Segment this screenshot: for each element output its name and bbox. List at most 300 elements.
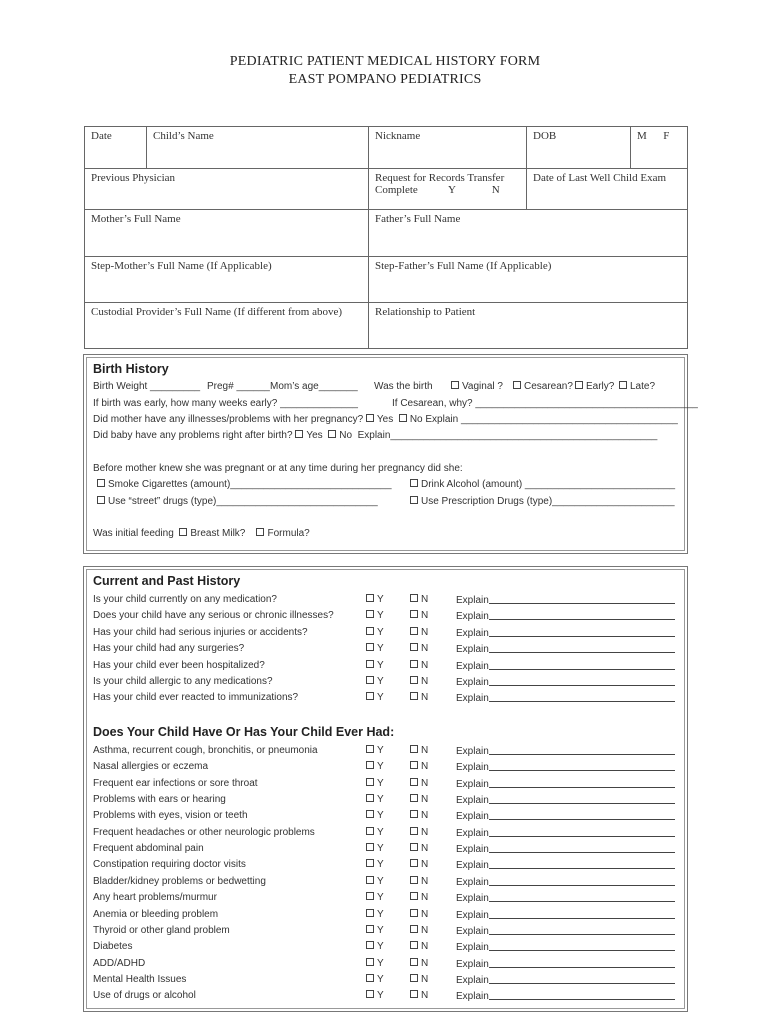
prescription-field[interactable]: Use Prescription Drugs (type)______________________ [421, 496, 675, 507]
yes-option[interactable] [366, 958, 384, 969]
yes-label: Y [377, 794, 384, 806]
patient-info-table [84, 126, 688, 349]
yes-option[interactable] [366, 925, 384, 936]
explain-label: Explain [456, 627, 489, 639]
yes-checkbox[interactable] [366, 876, 374, 884]
initial-feeding-question [93, 528, 310, 539]
prescription-option[interactable] [410, 496, 675, 507]
explain-label: Explain [456, 909, 489, 921]
no-checkbox[interactable] [410, 660, 418, 668]
condition-label: Any heart problems/murmur [93, 892, 217, 904]
early-option[interactable] [575, 381, 614, 392]
yes-option[interactable] [366, 843, 384, 854]
breast-milk-label: Breast Milk? [190, 528, 246, 539]
no-checkbox[interactable] [410, 925, 418, 933]
cesarean-label: Cesarean? [524, 381, 573, 392]
smoke-option[interactable] [97, 479, 392, 490]
alcohol-checkbox[interactable] [410, 479, 418, 487]
yes-checkbox[interactable] [366, 827, 374, 835]
yes-checkbox[interactable] [366, 892, 374, 900]
explain-field[interactable] [456, 745, 675, 757]
explain-field[interactable] [456, 627, 675, 639]
stepmother-name-field[interactable] [85, 257, 369, 303]
no-label: N [421, 692, 429, 704]
yes-label: Y [377, 626, 384, 638]
yes-checkbox[interactable] [366, 745, 374, 753]
yes-checkbox[interactable] [366, 778, 374, 786]
explain-field[interactable] [456, 676, 675, 688]
nickname-field[interactable] [369, 127, 527, 169]
street-drugs-field[interactable]: Use “street” drugs (type)_____________________________ [108, 496, 378, 507]
explain-field[interactable] [456, 859, 675, 871]
explain-label: Explain [456, 942, 489, 954]
no-option[interactable] [410, 827, 428, 838]
explain-line[interactable] [489, 778, 675, 788]
initial-feeding-label: Was initial feeding [93, 528, 174, 539]
yes-option[interactable] [366, 627, 384, 638]
no-label: N [421, 594, 429, 605]
yes-label: Y [377, 924, 384, 936]
explain-line[interactable] [489, 925, 675, 935]
no-option[interactable] [410, 761, 428, 772]
birth-history-title: Birth History [93, 362, 169, 376]
conditions-subtitle: Does Your Child Have Or Has Your Child Ever Had: [93, 725, 395, 739]
no-option[interactable] [410, 892, 428, 903]
stepfather-name-label: Step-Father’s Full Name (If Applicable) [375, 260, 552, 272]
no-option[interactable] [410, 810, 428, 821]
yes-label: Y [377, 745, 384, 756]
explain-line[interactable] [489, 941, 675, 951]
yes-label: Y [377, 941, 384, 953]
condition-label: Diabetes [93, 941, 133, 953]
no-option[interactable] [410, 676, 428, 687]
baby-problems-no-label: No [339, 430, 353, 441]
explain-label: Explain [456, 746, 489, 757]
baby-problems-yes-label: Yes [306, 430, 323, 441]
no-checkbox[interactable] [410, 990, 418, 998]
no-option[interactable] [410, 660, 428, 671]
no-option[interactable] [410, 990, 428, 1001]
no-option[interactable] [410, 843, 428, 854]
no-checkbox[interactable] [410, 627, 418, 635]
late-checkbox[interactable] [619, 381, 627, 389]
no-label: N [421, 777, 429, 789]
dob-label: DOB [533, 130, 557, 142]
explain-label: Explain [456, 762, 489, 774]
vaginal-option[interactable] [451, 381, 503, 392]
explain-label: Explain [456, 595, 489, 606]
explain-label: Explain [456, 876, 489, 888]
yes-option[interactable] [366, 876, 384, 887]
no-checkbox[interactable] [410, 909, 418, 917]
yes-option[interactable] [366, 810, 384, 821]
yes-label: Y [377, 594, 384, 605]
yes-option[interactable] [366, 974, 384, 985]
yes-option[interactable] [366, 692, 384, 703]
yes-label: Y [377, 843, 384, 855]
records-transfer-field[interactable] [369, 169, 527, 210]
no-checkbox[interactable] [410, 876, 418, 884]
no-option[interactable] [410, 643, 428, 654]
current-past-title: Current and Past History [93, 574, 241, 588]
yes-checkbox[interactable] [366, 974, 374, 982]
yes-option[interactable] [366, 990, 384, 1001]
no-checkbox[interactable] [410, 810, 418, 818]
mother-illness-label: Did mother have any illnesses/problems with her pregnancy? [93, 414, 364, 425]
explain-field[interactable] [456, 692, 675, 704]
mother-illness-question [93, 414, 678, 425]
yes-checkbox[interactable] [366, 909, 374, 917]
yes-option[interactable] [366, 909, 384, 920]
custodial-name-label: Custodial Provider’s Full Name (If different from above) [91, 306, 343, 318]
early-checkbox[interactable] [575, 381, 583, 389]
explain-label: Explain [456, 644, 489, 656]
no-checkbox[interactable] [410, 794, 418, 802]
smoke-checkbox[interactable] [97, 479, 105, 487]
explain-field[interactable] [456, 594, 675, 606]
no-label: N [421, 924, 429, 936]
yes-label: Y [377, 892, 384, 904]
baby-problems-explain-field[interactable]: Explain________________________________________________ [357, 430, 658, 441]
no-option[interactable] [410, 974, 428, 985]
yes-checkbox[interactable] [366, 958, 374, 966]
explain-line[interactable] [489, 958, 675, 968]
explain-label: Explain [456, 844, 489, 856]
explain-label: Explain [456, 811, 489, 823]
history-question-label: Is your child currently on any medication? [93, 594, 277, 605]
no-checkbox[interactable] [410, 594, 418, 602]
sex-field[interactable] [631, 127, 688, 169]
last-well-child-field[interactable] [527, 169, 688, 210]
no-checkbox[interactable] [410, 892, 418, 900]
yes-checkbox[interactable] [366, 594, 374, 602]
explain-field[interactable] [456, 778, 675, 790]
condition-label: Asthma, recurrent cough, bronchitis, or pneumonia [93, 745, 318, 756]
yes-label: Y [377, 643, 384, 655]
prescription-checkbox[interactable] [410, 496, 418, 504]
yes-option[interactable] [366, 761, 384, 772]
weeks-early-field[interactable]: If birth was early, how many weeks early? ______________ [93, 398, 358, 409]
yes-label: Y [377, 957, 384, 969]
explain-field[interactable] [456, 827, 675, 839]
childs-name-field[interactable] [147, 127, 369, 169]
explain-field[interactable] [456, 990, 675, 1002]
no-checkbox[interactable] [410, 778, 418, 786]
explain-line[interactable] [489, 974, 675, 984]
no-label: N [421, 643, 429, 655]
cesarean-why-field[interactable]: If Cesarean, why? ________________________________________ [392, 398, 698, 409]
explain-field[interactable] [456, 761, 675, 773]
explain-field[interactable] [456, 660, 675, 672]
condition-label: Frequent ear infections or sore throat [93, 777, 258, 789]
explain-line[interactable] [489, 610, 675, 620]
no-option[interactable] [410, 627, 428, 638]
no-label: N [421, 626, 429, 638]
yes-label: Y [377, 761, 384, 773]
no-option[interactable] [410, 909, 428, 920]
yes-option[interactable] [366, 643, 384, 654]
yes-option[interactable] [366, 610, 384, 621]
fathers-name-field[interactable] [369, 210, 688, 257]
explain-line[interactable] [489, 692, 675, 702]
explain-line[interactable] [489, 643, 675, 653]
explain-label: Explain [456, 991, 489, 1003]
explain-label: Explain [456, 778, 489, 790]
explain-line[interactable] [489, 810, 675, 820]
yes-label: Y [377, 859, 384, 871]
no-option[interactable] [410, 941, 428, 952]
history-question-label: Has your child ever been hospitalized? [93, 659, 265, 671]
moms-age-field[interactable]: Mom’s age_______ [270, 381, 358, 392]
no-option[interactable] [410, 958, 428, 969]
condition-label: Frequent abdominal pain [93, 843, 204, 855]
yes-checkbox[interactable] [366, 627, 374, 635]
smoke-field[interactable]: Smoke Cigarettes (amount)_____________________________ [108, 479, 392, 490]
baby-problems-yes-checkbox[interactable] [295, 430, 303, 438]
explain-line[interactable] [489, 660, 675, 670]
mother-illness-yes-label: Yes [376, 414, 394, 425]
no-checkbox[interactable] [410, 745, 418, 753]
explain-label: Explain [456, 925, 489, 937]
yes-option[interactable] [366, 892, 384, 903]
explain-line[interactable] [489, 909, 675, 919]
history-question-label: Has your child had any surgeries? [93, 643, 245, 655]
condition-label: Problems with ears or hearing [93, 794, 226, 806]
no-label: N [421, 908, 429, 920]
history-question-label: Has your child ever reacted to immunizations? [93, 692, 299, 704]
street-drugs-checkbox[interactable] [97, 496, 105, 504]
no-option[interactable] [410, 778, 428, 789]
explain-line[interactable] [489, 843, 675, 853]
yes-checkbox[interactable] [366, 859, 374, 867]
no-checkbox[interactable] [410, 610, 418, 618]
no-label: N [421, 843, 429, 855]
condition-label: Use of drugs or alcohol [93, 990, 196, 1002]
explain-line[interactable] [489, 990, 675, 1000]
records-n-option[interactable]: N [491, 184, 500, 196]
baby-problems-no-checkbox[interactable] [328, 430, 336, 438]
history-question-label: Does your child have any serious or chronic illnesses? [93, 610, 334, 622]
no-label: N [421, 941, 429, 953]
no-option[interactable] [410, 859, 428, 870]
yes-label: Y [377, 973, 384, 985]
no-option[interactable] [410, 610, 428, 621]
form-title: PEDIATRIC PATIENT MEDICAL HISTORY FORM [229, 54, 541, 69]
yes-option[interactable] [366, 660, 384, 671]
yes-checkbox[interactable] [366, 810, 374, 818]
vaginal-label: Vaginal ? [462, 381, 503, 392]
explain-label: Explain [456, 677, 489, 688]
yes-label: Y [377, 777, 384, 789]
no-checkbox[interactable] [410, 827, 418, 835]
explain-label: Explain [456, 660, 489, 672]
explain-label: Explain [456, 795, 489, 807]
explain-label: Explain [456, 974, 489, 986]
yes-checkbox[interactable] [366, 941, 374, 949]
yes-checkbox[interactable] [366, 676, 374, 684]
no-label: N [421, 676, 429, 687]
yes-checkbox[interactable] [366, 692, 374, 700]
history-question-label: Has your child had serious injuries or accidents? [93, 626, 308, 638]
explain-field[interactable] [456, 892, 675, 904]
no-option[interactable] [410, 794, 428, 805]
explain-field[interactable] [456, 810, 675, 822]
no-label: N [421, 761, 429, 773]
yes-checkbox[interactable] [366, 794, 374, 802]
explain-label: Explain [456, 860, 489, 872]
no-checkbox[interactable] [410, 843, 418, 851]
no-label: N [421, 990, 429, 1002]
sex-m-label: M [637, 130, 647, 142]
yes-checkbox[interactable] [366, 843, 374, 851]
no-label: N [421, 826, 429, 838]
baby-problems-question [93, 430, 657, 441]
yes-option[interactable] [366, 859, 384, 870]
explain-line[interactable] [489, 676, 675, 686]
no-option[interactable] [410, 692, 428, 703]
street-drugs-option[interactable] [97, 496, 378, 507]
before-pregnant-label: Before mother knew she was pregnant or at any time during her pregnancy did she: [93, 463, 463, 474]
yes-option[interactable] [366, 794, 384, 805]
birth-weight-field[interactable]: Birth Weight _________ [93, 381, 201, 392]
explain-field[interactable] [456, 876, 675, 888]
yes-label: Y [377, 676, 384, 687]
no-checkbox[interactable] [410, 643, 418, 651]
explain-line[interactable] [489, 761, 675, 771]
last-well-child-label: Date of Last Well Child Exam [533, 172, 667, 184]
yes-checkbox[interactable] [366, 925, 374, 933]
explain-field[interactable] [456, 610, 675, 622]
no-label: N [421, 859, 429, 871]
explain-field[interactable] [456, 909, 675, 921]
no-checkbox[interactable] [410, 958, 418, 966]
yes-checkbox[interactable] [366, 610, 374, 618]
yes-option[interactable] [366, 676, 384, 687]
explain-line[interactable] [489, 627, 675, 637]
no-option[interactable] [410, 745, 428, 756]
yes-checkbox[interactable] [366, 990, 374, 998]
yes-label: Y [377, 659, 384, 671]
records-y-option[interactable]: Y [448, 184, 456, 196]
alcohol-option[interactable] [410, 479, 675, 490]
custodial-name-field[interactable] [85, 303, 369, 349]
explain-field[interactable] [456, 958, 675, 970]
cesarean-option[interactable] [513, 381, 573, 392]
yes-option[interactable] [366, 745, 384, 756]
date-field[interactable] [85, 127, 147, 169]
yes-option[interactable] [366, 941, 384, 952]
records-complete-label: Complete [375, 184, 418, 196]
late-label: Late? [630, 381, 656, 392]
preg-number-field[interactable]: Preg# ______ [207, 381, 270, 392]
alcohol-field[interactable]: Drink Alcohol (amount) ___________________________ [421, 479, 676, 490]
no-label: N [421, 810, 429, 822]
no-label: N [421, 957, 429, 969]
yes-checkbox[interactable] [366, 643, 374, 651]
condition-label: Anemia or bleeding problem [93, 908, 219, 920]
sex-f-label: F [663, 130, 670, 142]
explain-label: Explain [456, 611, 489, 623]
no-checkbox[interactable] [410, 859, 418, 867]
no-option[interactable] [410, 876, 428, 887]
explain-label: Explain [456, 827, 489, 839]
records-transfer-label: Request for Records Transfer [375, 172, 505, 184]
explain-label: Explain [456, 693, 489, 705]
mother-illness-yes-checkbox[interactable] [366, 414, 374, 422]
childs-name-label: Child’s Name [153, 130, 214, 142]
no-label: N [421, 973, 429, 985]
relationship-field[interactable] [369, 303, 688, 349]
early-label: Early? [586, 381, 615, 392]
no-checkbox[interactable] [410, 692, 418, 700]
yes-option[interactable] [366, 827, 384, 838]
late-option[interactable] [619, 381, 655, 392]
no-label: N [421, 745, 429, 756]
no-checkbox[interactable] [410, 676, 418, 684]
stepfather-name-field[interactable] [369, 257, 688, 303]
condition-label: Constipation requiring doctor visits [93, 859, 246, 871]
no-option[interactable] [410, 925, 428, 936]
condition-label: ADD/ADHD [93, 957, 146, 969]
explain-field[interactable] [456, 643, 675, 655]
no-label: N [421, 875, 429, 887]
yes-label: Y [377, 810, 384, 822]
yes-label: Y [377, 610, 384, 622]
yes-option[interactable] [366, 778, 384, 789]
formula-checkbox[interactable] [256, 528, 264, 536]
relationship-label: Relationship to Patient [375, 306, 476, 318]
formula-label: Formula? [267, 528, 310, 539]
explain-field[interactable] [456, 794, 675, 806]
dob-field[interactable] [527, 127, 631, 169]
explain-field[interactable] [456, 843, 675, 855]
explain-line[interactable] [489, 745, 675, 755]
no-checkbox[interactable] [410, 974, 418, 982]
no-checkbox[interactable] [410, 941, 418, 949]
explain-line[interactable] [489, 794, 675, 804]
explain-line[interactable] [489, 892, 675, 902]
explain-field[interactable] [456, 974, 675, 986]
yes-label: Y [377, 692, 384, 704]
condition-label: Mental Health Issues [93, 973, 187, 985]
yes-checkbox[interactable] [366, 660, 374, 668]
no-option[interactable] [410, 594, 428, 605]
previous-physician-label: Previous Physician [91, 172, 176, 184]
explain-field[interactable] [456, 925, 675, 937]
was-birth-label: Was the birth [374, 381, 433, 392]
explain-line[interactable] [489, 827, 675, 837]
mothers-name-field[interactable] [85, 210, 369, 257]
no-label: N [421, 659, 429, 671]
explain-field[interactable] [456, 941, 675, 953]
mothers-name-label: Mother’s Full Name [91, 213, 181, 225]
breast-milk-checkbox[interactable] [179, 528, 187, 536]
explain-line[interactable] [489, 876, 675, 886]
vaginal-checkbox[interactable] [451, 381, 459, 389]
explain-line[interactable] [489, 859, 675, 869]
explain-line[interactable] [489, 594, 675, 604]
nickname-label: Nickname [375, 130, 421, 142]
cesarean-checkbox[interactable] [513, 381, 521, 389]
no-label: N [421, 610, 429, 622]
mother-illness-no-checkbox[interactable] [399, 414, 407, 422]
no-checkbox[interactable] [410, 761, 418, 769]
yes-label: Y [377, 990, 384, 1002]
yes-checkbox[interactable] [366, 761, 374, 769]
yes-option[interactable] [366, 594, 384, 605]
mother-illness-no-label: No Explain _______________________________________ [409, 414, 678, 425]
previous-physician-field[interactable] [85, 169, 369, 210]
